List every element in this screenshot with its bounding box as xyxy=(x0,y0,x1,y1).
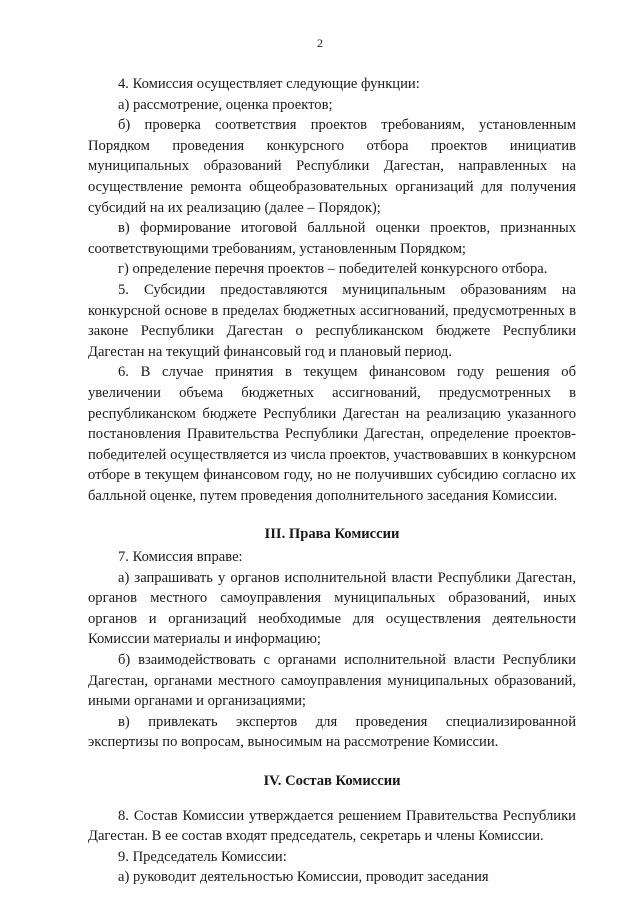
paragraph-7b: б) взаимодействовать с органами исполнительной власти Республики Дагестан, органами местного самоуправления муниципальных образований, иными органами и организациями; xyxy=(88,652,576,710)
paragraph-5: 5. Субсидии предоставляются муниципальным образованиям на конкурсной основе в пределах бюджетных ассигнований, предусмотренных в законе Республики Дагестан о республиканском бюджете Республики Дагестан на текущий финансовый год и плановый период. xyxy=(88,281,576,360)
paragraph-7v: в) привлекать экспертов для проведения специализированной экспертизы по вопросам, выносимым на рассмотрение Комиссии. xyxy=(88,713,576,751)
section-heading-rights: III. Права Комиссии xyxy=(264,526,400,543)
paragraph-4a: а) рассмотрение, оценка проектов; xyxy=(118,96,333,113)
paragraph-4v: в) формирование итоговой балльной оценки проектов, признанных соответствующими требованиям, установленным Порядком; xyxy=(88,220,576,257)
paragraph-9a: а) руководит деятельностью Комиссии, проводит заседания xyxy=(118,869,489,886)
page-number: 2 xyxy=(317,36,323,50)
paragraph-7: 7. Комиссия вправе: xyxy=(118,549,243,566)
paragraph-4: 4. Комиссия осуществляет следующие функции: xyxy=(118,76,420,92)
paragraph-9: 9. Председатель Комиссии: xyxy=(118,848,287,865)
paragraph-8: 8. Состав Комиссии утверждается решением Правительства Республики Дагестан. В ее состав входят председатель, секретарь и члены Комиссии. xyxy=(88,807,576,845)
section-heading-composition: IV. Состав Комиссии xyxy=(263,773,401,789)
paragraph-6: 6. В случае принятия в текущем финансовом году решения об увеличении объема бюджетных ассигнований, предусмотренных в республиканском бюджете Республики Дагестан на реализацию указанного постановления Правительства Республики Дагестан, определение проектов-победителей осуществляется из числа проектов, участвовавших в конкурсном отборе в текущем финансовом году, но не получивших субсидию согласно их балльной оценке, путем проведения дополнительного заседания Комиссии. xyxy=(88,364,576,504)
paragraph-7a: а) запрашивать у органов исполнительной власти Республики Дагестан, органов местного самоуправления муниципальных образований, иных органов и организаций необходимые для осуществления деятельности Комиссии материалы и информацию; xyxy=(88,569,576,648)
paragraph-4b: б) проверка соответствия проектов требованиям, установленным Порядком проведения конкурсного отбора проектов инициатив муниципальных образований Республики Дагестан, направленных на осуществление ремонта общеобразовательных организаций для получения субсидий на их реализацию (далее – Порядок); xyxy=(88,117,576,216)
paragraph-4g: г) определение перечня проектов – победителей конкурсного отбора. xyxy=(118,261,548,278)
